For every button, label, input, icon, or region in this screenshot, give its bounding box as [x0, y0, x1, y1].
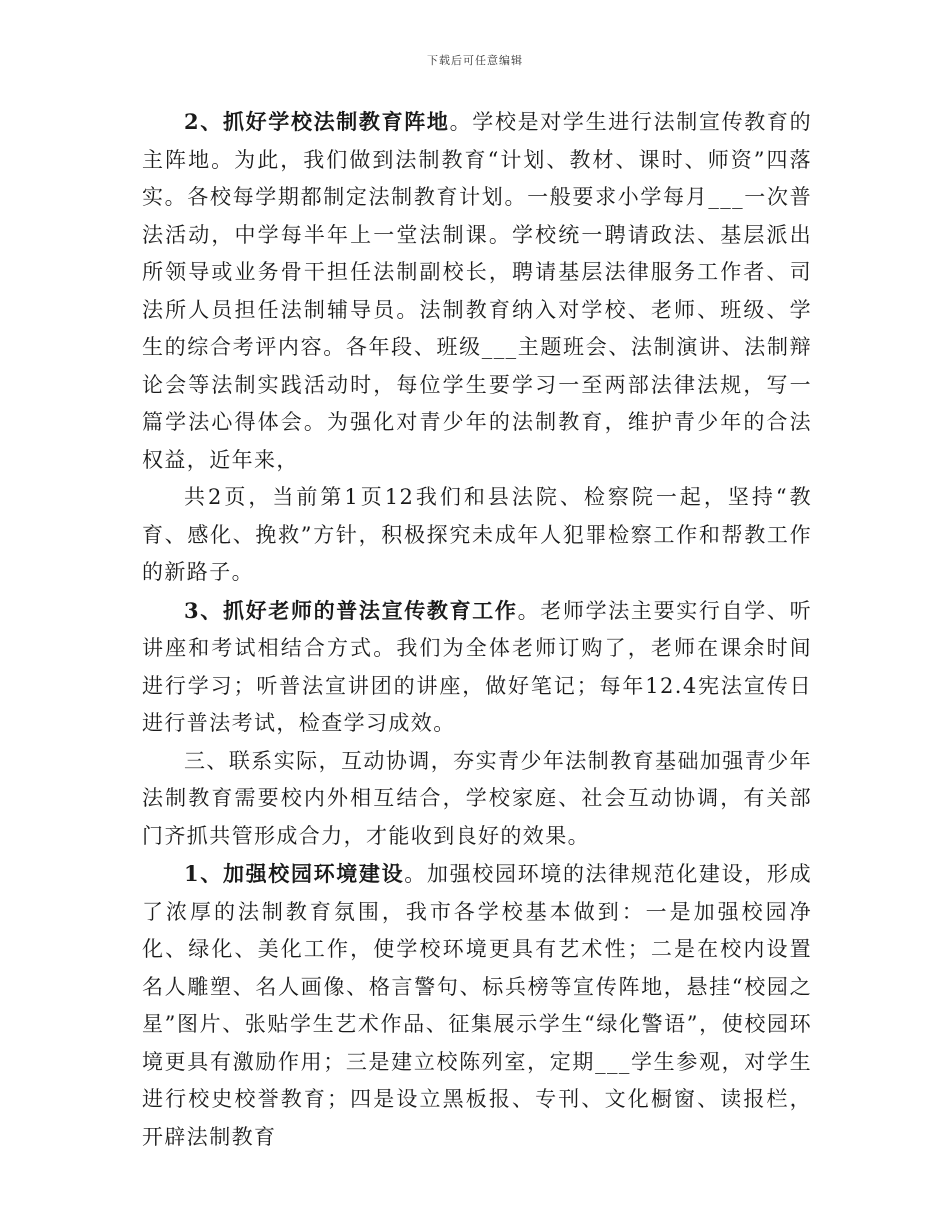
paragraph-heading: 3、抓好老师的普法宣传教育工作 [184, 597, 518, 623]
document-body [142, 103, 812, 1156]
paragraph-text: 。老师学法主要实行自学、听讲座和考试相结合方式。我们为全体老师订购了，老师在课余时间进行学习；听普法宣讲团的讲座，做好笔记；每年12.4宪法宣传日进行普法考试，检查学习成效。 [142, 598, 812, 735]
paragraph-section-three [142, 743, 812, 856]
paragraph-text: 三、联系实际，互动协调，夯实青少年法制教育基础加强青少年法制教育需要校内外相互结合，学校家庭、社会互动协调，有关部门齐抓共管形成合力，才能收到良好的效果。 [142, 748, 812, 848]
page-header-note: 下载后可任意编辑 [427, 54, 523, 67]
paragraph-teacher-legal-education [142, 592, 812, 743]
paragraph-text: 。学校是对学生进行法制宣传教育的主阵地。为此，我们做到法制教育“计划、教材、课时、师资”四落实。各校每学期都制定法制教育计划。一般要求小学每月___一次普法活动，中学每半年上一堂法制课。学校统一聘请政法、基层派出所领导或业务骨干担任法制副校长，聘请基层法律服务工作者、司法所人员担任法制辅导员。法制教育纳入对学校、老师、班级、学生的综合考评内容。各年段、班级___主题班会、法制演讲、法制辩论会等法制实践活动时，每位学生要学习一至两部法律法规，写一篇学法心得体会。为强化对青少年的法制教育，维护青少年的合法权益，近年来， [142, 110, 812, 472]
paragraph-court-cooperation [142, 479, 812, 592]
paragraph-text: 。加强校园环境的法律规范化建设，形成了浓厚的法制教育氛围，我市各学校基本做到：一是加强校园净化、绿化、美化工作，使学校环境更具有艺术性；二是在校内设置名人雕塑、名人画像、格言警句、标兵榜等宣传阵地，悬挂“校园之星”图片、张贴学生艺术作品、征集展示学生“绿化警语”，使校园环境更具有激励作用；三是建立校陈列室，定期___学生参观，对学生进行校史校誉教育；四是设立黑板报、专刊、文化橱窗、读报栏，开辟法制教育 [142, 862, 812, 1149]
paragraph-campus-environment [142, 855, 812, 1156]
paragraph-heading: 1、加强校园环境建设 [184, 861, 405, 886]
paragraph-heading: 2、抓好学校法制教育阵地 [184, 109, 450, 134]
paragraph-text: 共2页，当前第1页12我们和县法院、检察院一起，坚持“教育、感化、挽救”方针，积极探究未成年人犯罪检察工作和帮教工作的新路子。 [142, 485, 812, 584]
paragraph-school-legal-education [142, 103, 812, 479]
